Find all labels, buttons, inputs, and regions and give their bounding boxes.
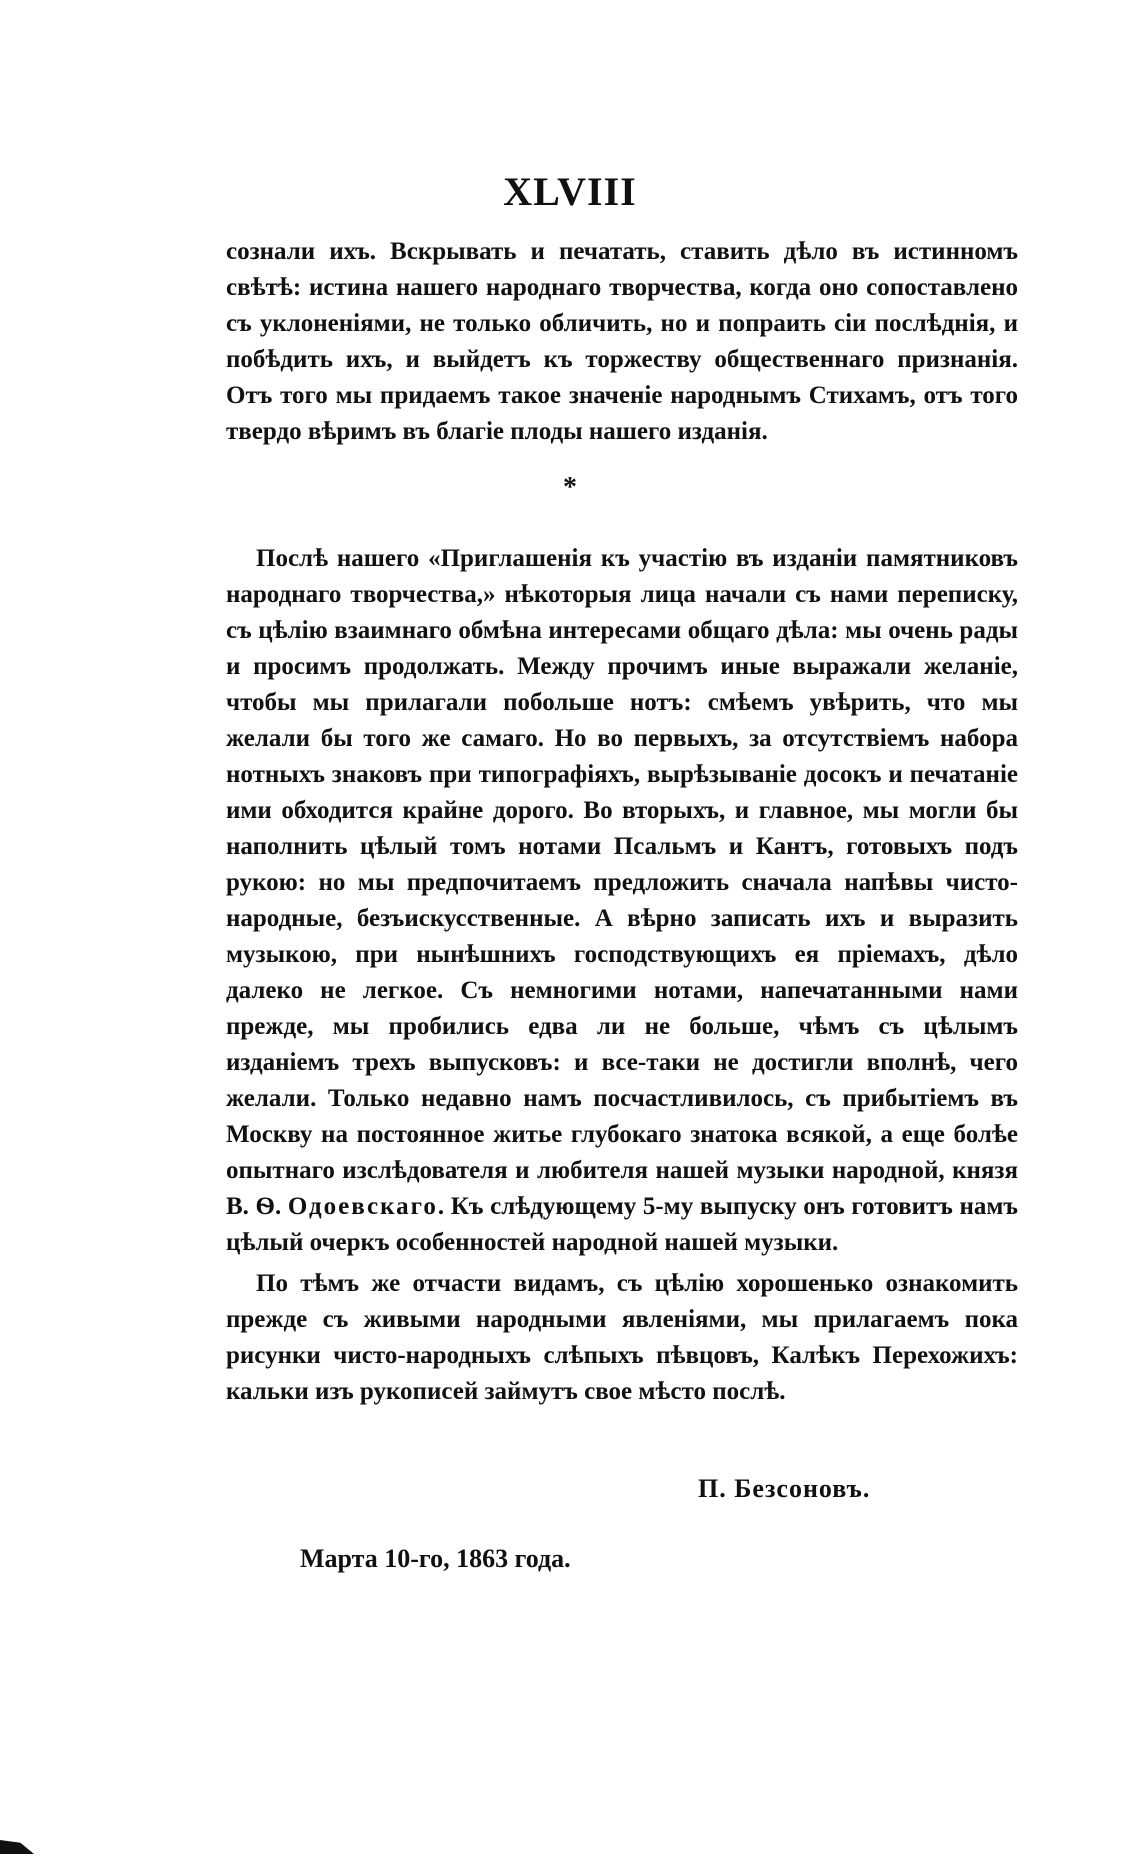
date-line: Марта 10-го, 1863 года. (300, 1544, 571, 1573)
paragraph-continuation: сознали ихъ. Вскрывать и печатать, ставить дѣло въ истинномъ свѣтѣ: истина нашего народнаго творчества, когда оно сопоставлено съ уклоненіями, не только обличить, но и попраить сіи послѣднія, и побѣдить ихъ, и выйдетъ къ торжеству общественнаго признанія. Отъ того мы придаемъ такое значеніе народнымъ Стихамъ, отъ того твердо вѣримъ въ благіе плоды нашего изданія. (226, 238, 1018, 445)
page-number: XLVIII (503, 169, 637, 214)
scan-edge-mark (0, 1840, 34, 1854)
paragraph-illustrations: По тѣмъ же отчасти видамъ, съ цѣлію хорошенько ознакомить прежде съ живыми народными явленіями, мы прилагаемъ пока рисунки чисто-народныхъ слѣпыхъ пѣвцовъ, Калѣкъ Перехожихъ: кальки изъ рукописей займутъ свое мѣсто послѣ. (226, 1270, 1018, 1405)
paragraph-invitation-end: . Къ слѣдующему 5-му выпуску онъ готовитъ намъ цѣлый очеркъ особенностей народной нашей музыки. (226, 1193, 1018, 1256)
signature: П. Безсоновъ. (698, 1474, 871, 1503)
author-name-spaced: Одоевскаго (287, 1193, 438, 1220)
section-separator: * (563, 472, 577, 503)
paragraph-invitation-text: Послѣ нашего «Приглашенія къ участію въ изданіи памятниковъ народнаго творчества,» нѣкоторыя лица начали съ нами переписку, съ цѣлію взаимнаго обмѣна интересами общаго дѣла: мы очень рады и просимъ продолжать. Между прочимъ иные выражали желаніе, чтобы мы прилагали побольше нотъ: смѣемъ увѣрить, что мы желали бы того же самаго. Но во первыхъ, за отсутствіемъ набора нотныхъ знаковъ при типографіяхъ, вырѣзываніе досокъ и печатаніе ими обходится крайне дорого. Во вторыхъ, и главное, мы могли бы наполнить цѣлый томъ нотами Псальмъ и Кантъ, готовыхъ подъ рукою: но мы предпочитаемъ предложить сначала напѣвы чисто-народные, безъискусственные. А вѣрно записать ихъ и выразить музыкою, при нынѣшнихъ господствующихъ ея пріемахъ, дѣло далеко не легкое. Съ немногими нотами, напечатанными нами прежде, мы пробились едва ли не больше, чѣмъ съ цѣлымъ изданіемъ трехъ выпусковъ: и все-таки не достигли вполнѣ, чего желали. Только недавно намъ посчастливилось, съ прибытіемъ въ Москву на постоянное житье глубокаго знатока всякой, а еще болѣе опытнаго изслѣдователя и любителя нашей музыки народной, князя В. Ѳ. (226, 545, 1018, 1220)
paragraph-invitation (226, 541, 1018, 1261)
